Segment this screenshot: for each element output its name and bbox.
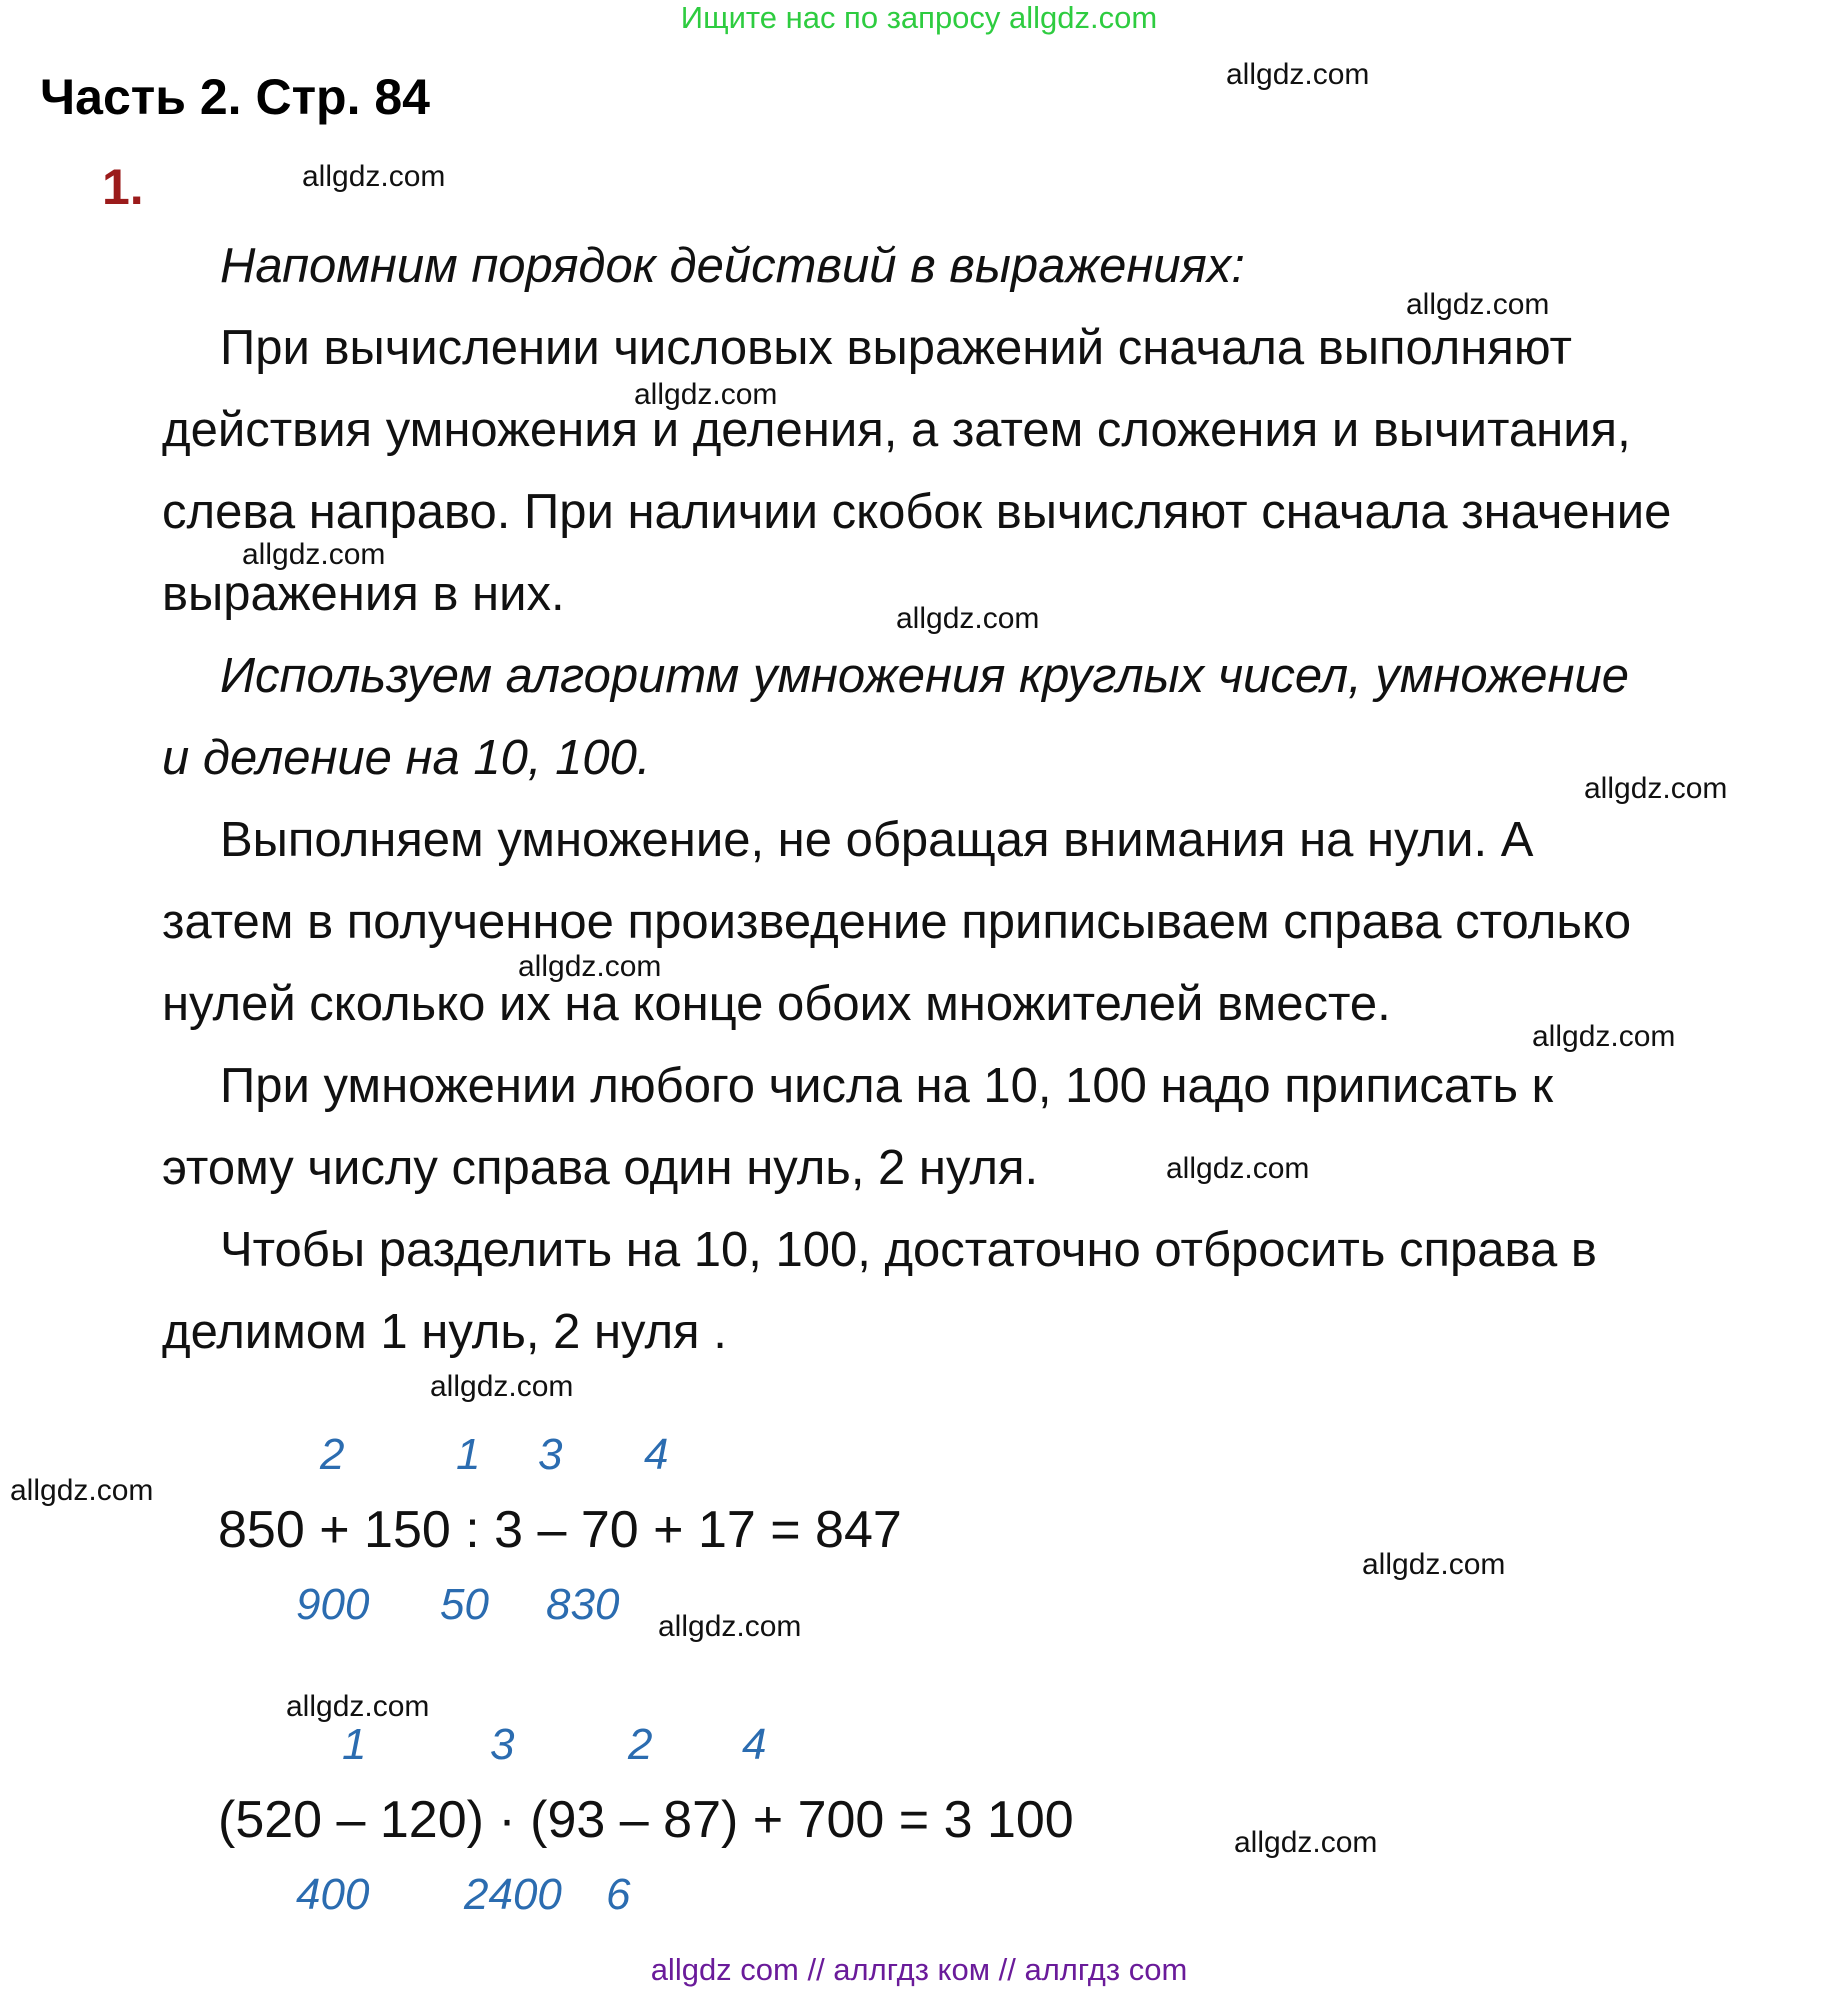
task-number: 1. (102, 159, 144, 215)
order-number: 3 (538, 1430, 563, 1479)
watermark: allgdz.com (286, 1690, 430, 1723)
watermark: allgdz.com (658, 1610, 802, 1643)
watermark: allgdz.com (430, 1370, 574, 1403)
paragraph-line: затем в полученное произведение приписываем справа столько (162, 895, 1632, 949)
paragraph-line: При вычислении числовых выражений сначала выполняют (220, 321, 1572, 375)
watermark: allgdz.com (10, 1474, 154, 1507)
top-banner: Ищите нас по запросу allgdz.com (680, 0, 1158, 35)
paragraph-line: Выполняем умножение, не обращая внимания на нули. А (220, 813, 1534, 867)
watermark: allgdz.com (1406, 288, 1550, 321)
paragraph-line: слева направо. При наличии скобок вычисляют сначала значение (162, 485, 1672, 539)
order-number: 4 (742, 1720, 767, 1769)
paragraph-line: При умножении любого числа на 10, 100 надо приписать к (220, 1059, 1554, 1113)
watermark: allgdz.com (1584, 772, 1728, 805)
expression: (520 – 120) · (93 – 87) + 700 = 3 100 (218, 1791, 1074, 1849)
paragraph-line: действия умножения и деления, а затем сложения и вычитания, (162, 403, 1631, 457)
watermark: allgdz.com (518, 950, 662, 983)
intermediate-result: 830 (546, 1580, 620, 1629)
watermark: allgdz.com (1362, 1548, 1506, 1581)
paragraph-line: Используем алгоритм умножения круглых чисел, умножение (220, 649, 1629, 703)
page-title: Часть 2. Стр. 84 (40, 69, 430, 125)
watermark: allgdz.com (634, 378, 778, 411)
order-number: 2 (320, 1430, 345, 1479)
paragraph-line: выражения в них. (162, 567, 565, 621)
watermark: allgdz.com (302, 160, 446, 193)
order-number: 1 (342, 1720, 367, 1769)
watermark: allgdz.com (242, 538, 386, 571)
expression: 850 + 150 : 3 – 70 + 17 = 847 (218, 1501, 902, 1559)
footer-links: allgdz com // аллгдз ком // аллгдз com (650, 1952, 1188, 1987)
watermark: allgdz.com (1532, 1020, 1676, 1053)
intermediate-result: 50 (440, 1580, 489, 1629)
watermark: allgdz.com (1226, 58, 1370, 91)
paragraph-line: Чтобы разделить на 10, 100, достаточно отбросить справа в (220, 1223, 1597, 1277)
intermediate-result: 900 (296, 1580, 370, 1629)
paragraph-line: этому числу справа один нуль, 2 нуля. (162, 1141, 1039, 1195)
watermark: allgdz.com (1166, 1152, 1310, 1185)
order-number: 1 (456, 1430, 481, 1479)
watermark: allgdz.com (896, 602, 1040, 635)
intermediate-result: 6 (606, 1870, 631, 1919)
intermediate-result: 2400 (464, 1870, 562, 1919)
order-number: 2 (628, 1720, 653, 1769)
intermediate-result: 400 (296, 1870, 370, 1919)
paragraph-line: и деление на 10, 100. (162, 731, 651, 785)
paragraph-line: нулей сколько их на конце обоих множителей вместе. (162, 977, 1391, 1031)
paragraph-line: делимом 1 нуль, 2 нуля . (162, 1305, 727, 1359)
order-number: 4 (644, 1430, 669, 1479)
watermark: allgdz.com (1234, 1826, 1378, 1859)
theory-intro: Напомним порядок действий в выражениях: (220, 239, 1245, 293)
order-number: 3 (490, 1720, 515, 1769)
